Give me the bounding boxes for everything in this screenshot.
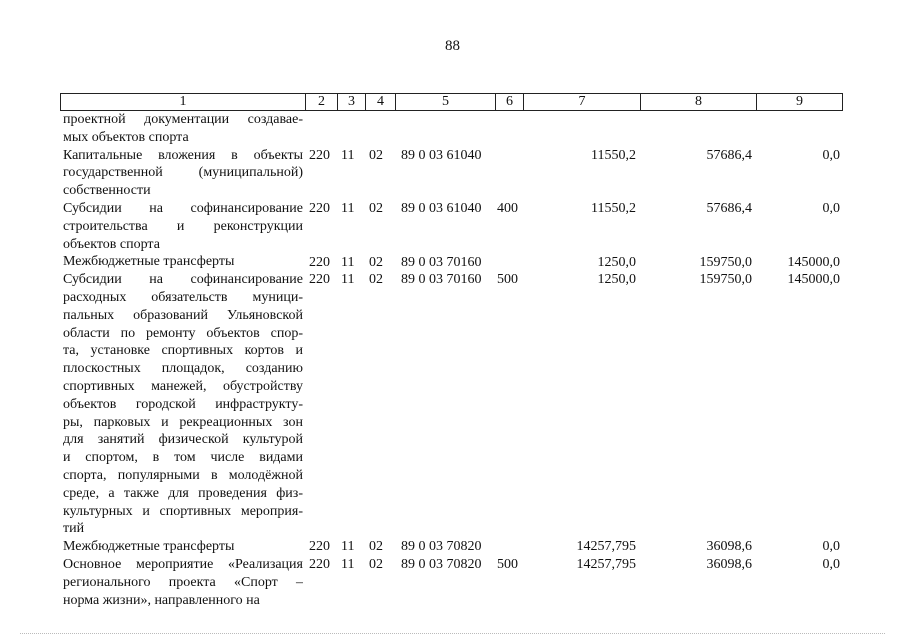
description-line: собственности	[63, 183, 151, 199]
header-col-9: 9	[756, 93, 843, 111]
cell-target-article: 89 0 03 70160	[401, 272, 482, 288]
cell-value-year-3: 0,0	[822, 147, 840, 163]
cell-value-year-1: 1250,0	[597, 254, 636, 270]
cell-subsection: 02	[369, 539, 383, 555]
cell-target-article: 89 0 03 70160	[401, 254, 482, 270]
description-line: Основное мероприятие «Реализация	[63, 557, 303, 572]
cell-target-article: 89 0 03 61040	[401, 201, 482, 217]
description-line: культурных и спортивных мероприя-	[63, 503, 303, 519]
cell-value-year-3: 0,0	[822, 201, 840, 217]
description-line: та, установке спортивных кортов и	[63, 343, 303, 359]
cell-value-year-2: 159750,0	[699, 272, 752, 288]
row-description	[63, 111, 303, 147]
description-line: среде, а также для проведения физ-	[63, 485, 303, 501]
description-line: расходных обязательств муници-	[63, 289, 303, 305]
cell-value-year-3: 0,0	[822, 539, 840, 555]
header-col-2: 2	[305, 93, 338, 111]
row-description	[63, 271, 303, 538]
cell-value-year-2: 57686,4	[706, 201, 752, 217]
cell-value-year-1: 11550,2	[591, 201, 636, 217]
description-line: государственной (муниципальной)	[63, 165, 303, 181]
description-line: мых объектов спорта	[63, 129, 189, 145]
cell-value-year-3: 0,0	[822, 557, 840, 573]
cell-value-year-1: 14257,795	[576, 557, 636, 573]
page-number: 88	[445, 38, 460, 54]
cell-value-year-2: 36098,6	[706, 539, 752, 555]
cell-admin-code: 220	[309, 254, 330, 270]
cell-section: 11	[341, 201, 355, 217]
cell-subsection: 02	[369, 557, 383, 573]
cell-value-year-1: 1250,0	[597, 272, 636, 288]
header-col-1: 1	[60, 93, 306, 111]
row-description	[63, 200, 303, 253]
row-description	[63, 538, 303, 556]
cell-expense-type: 500	[497, 557, 518, 573]
cell-section: 11	[341, 539, 355, 555]
description-line: Субсидии на софинансирование	[63, 201, 303, 216]
cell-section: 11	[341, 557, 355, 573]
header-col-3: 3	[337, 93, 366, 111]
cell-admin-code: 220	[309, 539, 330, 555]
description-line: Капитальные вложения в объекты	[63, 147, 303, 163]
cell-subsection: 02	[369, 254, 383, 270]
description-line: тий	[63, 521, 85, 537]
cell-expense-type: 500	[497, 272, 518, 288]
cell-value-year-3: 145000,0	[787, 272, 840, 288]
scan-edge-line	[20, 633, 885, 634]
cell-admin-code: 220	[309, 557, 330, 573]
row-description	[63, 253, 303, 271]
cell-admin-code: 220	[309, 147, 330, 163]
description-line: проектной документации создавае-	[63, 112, 303, 127]
header-col-6: 6	[495, 93, 524, 111]
cell-value-year-2: 57686,4	[706, 147, 752, 163]
description-line: объектов спорта	[63, 236, 160, 252]
description-line: области по ремонту объектов спор-	[63, 325, 303, 341]
cell-section: 11	[341, 147, 355, 163]
cell-section: 11	[341, 272, 355, 288]
description-line: Субсидии на софинансирование	[63, 272, 303, 288]
description-line: пальных образований Ульяновской	[63, 307, 303, 323]
cell-section: 11	[341, 254, 355, 270]
cell-subsection: 02	[369, 272, 383, 288]
description-line: норма жизни», направленного на	[63, 592, 260, 608]
description-line: спорта, популярными в молодёжной	[63, 467, 303, 483]
cell-admin-code: 220	[309, 272, 330, 288]
row-description	[63, 147, 303, 200]
cell-subsection: 02	[369, 147, 383, 163]
description-line: спортивных манежей, обустройству	[63, 378, 303, 394]
description-line: Межбюджетные трансферты	[63, 539, 235, 555]
description-line: строительства и реконструкции	[63, 218, 303, 234]
cell-value-year-2: 159750,0	[699, 254, 752, 270]
description-line: Межбюджетные трансферты	[63, 254, 235, 270]
cell-target-article: 89 0 03 61040	[401, 147, 482, 163]
cell-value-year-3: 145000,0	[787, 254, 840, 270]
cell-target-article: 89 0 03 70820	[401, 539, 482, 555]
description-line: плоскостных площадок, созданию	[63, 361, 303, 377]
cell-value-year-2: 36098,6	[706, 557, 752, 573]
header-col-8: 8	[640, 93, 757, 111]
cell-expense-type: 400	[497, 201, 518, 217]
cell-subsection: 02	[369, 201, 383, 217]
header-col-4: 4	[365, 93, 396, 111]
row-description	[63, 556, 303, 609]
cell-value-year-1: 14257,795	[576, 539, 636, 555]
description-line: объектов городской инфраструкту-	[63, 396, 303, 412]
header-col-7: 7	[523, 93, 641, 111]
cell-admin-code: 220	[309, 201, 330, 217]
description-line: для занятий физической культурой	[63, 432, 303, 448]
header-col-5: 5	[395, 93, 496, 111]
description-line: ры, парковых и рекреационных зон	[63, 414, 303, 430]
cell-value-year-1: 11550,2	[591, 147, 636, 163]
description-line: и спортом, в том числе видами	[63, 450, 303, 466]
cell-target-article: 89 0 03 70820	[401, 557, 482, 573]
description-line: регионального проекта «Спорт –	[63, 574, 303, 590]
